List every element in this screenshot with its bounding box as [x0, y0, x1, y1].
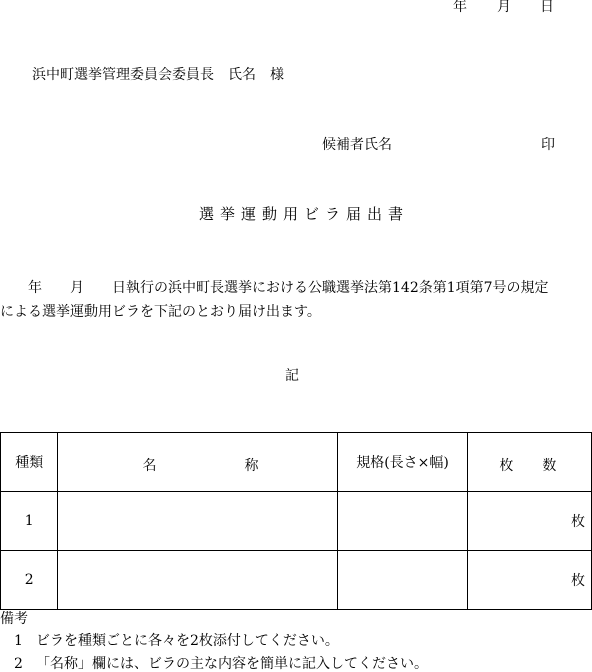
candidate-name-label: 候補者氏名 [322, 137, 392, 153]
row-count-field[interactable] [468, 551, 592, 610]
ki-heading: 記 [285, 368, 299, 384]
row-type: 2 [1, 551, 58, 610]
header-name-b: 称 [244, 458, 259, 474]
row-type: 1 [1, 492, 58, 551]
header-spec: 規格(長さ×幅) [337, 433, 468, 492]
table-header-row [1, 433, 592, 492]
note-item [14, 634, 339, 648]
seal-mark: 印 [541, 137, 555, 153]
row-spec-field[interactable] [337, 492, 468, 551]
header-count [468, 433, 592, 492]
note-number: 1 [14, 633, 23, 649]
flyer-table [0, 432, 592, 610]
body-line-2: による選挙運動用ビラを下記のとおり届け出ます。 [0, 304, 321, 320]
header-name-a: 名 [142, 458, 157, 474]
header-count-a: 枚 [499, 458, 514, 474]
row-spec-field[interactable] [337, 551, 468, 610]
table-row [1, 492, 592, 551]
header-count-b: 数 [542, 458, 557, 474]
date-month: 月 [497, 0, 511, 15]
table-row [1, 551, 592, 610]
header-type: 種類 [1, 433, 58, 492]
note-number: 2 [14, 656, 23, 672]
note-text: 「名称」欄には、ビラの主な内容を簡単に記入してください。 [36, 656, 428, 672]
document-title: 選挙運動用ビラ届出書 [199, 205, 410, 223]
note-text: ビラを種類ごとに各々を2枚添付してください。 [36, 633, 339, 649]
addressee: 浜中町選挙管理委員会委員長 氏名 様 [32, 67, 284, 83]
date-day: 日 [540, 0, 554, 15]
header-name [58, 433, 337, 492]
date-year: 年 [453, 0, 467, 15]
row-name-field[interactable] [58, 492, 337, 551]
note-item [14, 657, 428, 671]
body-text [0, 276, 592, 324]
body-line-1: 年 月 日執行の浜中町長選挙における公職選挙法第142条第1項第7号の規定 [0, 280, 549, 296]
row-count-field[interactable] [468, 492, 592, 551]
notes-title: 備考 [0, 611, 28, 627]
count-unit: 枚 [571, 514, 585, 530]
count-unit: 枚 [571, 573, 585, 589]
row-name-field[interactable] [58, 551, 337, 610]
